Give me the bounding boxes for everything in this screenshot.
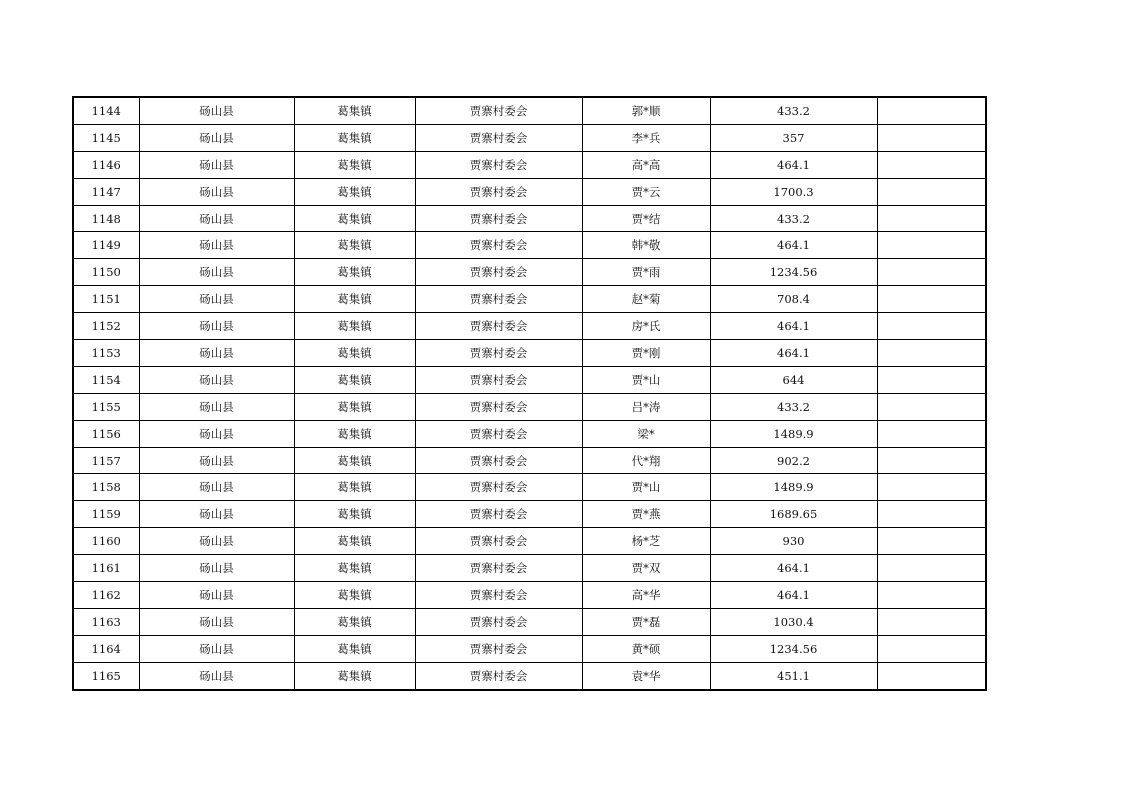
cell-village-committee: 贾寨村委会: [415, 474, 582, 501]
table-row: [73, 555, 986, 582]
cell-village-committee: 贾寨村委会: [415, 447, 582, 474]
cell-town: 葛集镇: [294, 205, 415, 232]
cell-serial-number: 1165: [73, 662, 139, 689]
cell-note: [877, 124, 986, 151]
cell-name: 高*华: [582, 582, 710, 609]
table-row: [73, 151, 986, 178]
cell-village-committee: 贾寨村委会: [415, 393, 582, 420]
data-table: [72, 96, 987, 691]
cell-serial-number: 1164: [73, 635, 139, 662]
cell-village-committee: 贾寨村委会: [415, 286, 582, 313]
table-row: [73, 447, 986, 474]
cell-amount: 464.1: [710, 582, 877, 609]
cell-amount: 1689.65: [710, 501, 877, 528]
cell-town: 葛集镇: [294, 608, 415, 635]
cell-name: 袁*华: [582, 662, 710, 689]
cell-note: [877, 178, 986, 205]
cell-village-committee: 贾寨村委会: [415, 97, 582, 124]
cell-serial-number: 1144: [73, 97, 139, 124]
cell-name: 贾*磊: [582, 608, 710, 635]
cell-amount: 1700.3: [710, 178, 877, 205]
cell-note: [877, 447, 986, 474]
cell-village-committee: 贾寨村委会: [415, 313, 582, 340]
cell-town: 葛集镇: [294, 501, 415, 528]
cell-village-committee: 贾寨村委会: [415, 205, 582, 232]
cell-town: 葛集镇: [294, 340, 415, 367]
cell-town: 葛集镇: [294, 97, 415, 124]
cell-town: 葛集镇: [294, 313, 415, 340]
cell-town: 葛集镇: [294, 528, 415, 555]
table-row: [73, 635, 986, 662]
cell-village-committee: 贾寨村委会: [415, 582, 582, 609]
cell-serial-number: 1158: [73, 474, 139, 501]
cell-note: [877, 635, 986, 662]
table-body: [73, 97, 986, 690]
cell-name: 韩*敬: [582, 232, 710, 259]
cell-amount: 451.1: [710, 662, 877, 689]
cell-serial-number: 1154: [73, 366, 139, 393]
cell-village-committee: 贾寨村委会: [415, 555, 582, 582]
table-row: [73, 608, 986, 635]
cell-town: 葛集镇: [294, 178, 415, 205]
cell-village-committee: 贾寨村委会: [415, 366, 582, 393]
cell-county: 砀山县: [139, 313, 294, 340]
cell-name: 代*翔: [582, 447, 710, 474]
table-row: [73, 232, 986, 259]
cell-name: 郭*顺: [582, 97, 710, 124]
cell-serial-number: 1146: [73, 151, 139, 178]
cell-note: [877, 555, 986, 582]
cell-county: 砀山县: [139, 178, 294, 205]
cell-county: 砀山县: [139, 555, 294, 582]
cell-note: [877, 232, 986, 259]
cell-serial-number: 1150: [73, 259, 139, 286]
cell-serial-number: 1155: [73, 393, 139, 420]
cell-amount: 433.2: [710, 205, 877, 232]
cell-amount: 433.2: [710, 97, 877, 124]
cell-note: [877, 340, 986, 367]
table-row: [73, 582, 986, 609]
cell-county: 砀山县: [139, 474, 294, 501]
cell-note: [877, 420, 986, 447]
cell-name: 贾*山: [582, 474, 710, 501]
cell-serial-number: 1156: [73, 420, 139, 447]
cell-town: 葛集镇: [294, 447, 415, 474]
cell-county: 砀山县: [139, 662, 294, 689]
cell-amount: 930: [710, 528, 877, 555]
cell-serial-number: 1153: [73, 340, 139, 367]
cell-serial-number: 1157: [73, 447, 139, 474]
table-row: [73, 393, 986, 420]
cell-serial-number: 1149: [73, 232, 139, 259]
cell-serial-number: 1161: [73, 555, 139, 582]
cell-note: [877, 366, 986, 393]
cell-note: [877, 582, 986, 609]
cell-county: 砀山县: [139, 608, 294, 635]
cell-amount: 464.1: [710, 232, 877, 259]
cell-serial-number: 1145: [73, 124, 139, 151]
cell-village-committee: 贾寨村委会: [415, 232, 582, 259]
cell-note: [877, 151, 986, 178]
cell-name: 赵*菊: [582, 286, 710, 313]
cell-amount: 1234.56: [710, 635, 877, 662]
cell-village-committee: 贾寨村委会: [415, 124, 582, 151]
cell-county: 砀山县: [139, 232, 294, 259]
cell-note: [877, 608, 986, 635]
cell-name: 房*氏: [582, 313, 710, 340]
table-row: [73, 528, 986, 555]
cell-note: [877, 393, 986, 420]
cell-note: [877, 501, 986, 528]
cell-note: [877, 528, 986, 555]
table-row: [73, 340, 986, 367]
cell-county: 砀山县: [139, 259, 294, 286]
cell-county: 砀山县: [139, 528, 294, 555]
cell-county: 砀山县: [139, 582, 294, 609]
cell-amount: 902.2: [710, 447, 877, 474]
cell-name: 贾*刚: [582, 340, 710, 367]
cell-town: 葛集镇: [294, 635, 415, 662]
cell-village-committee: 贾寨村委会: [415, 528, 582, 555]
cell-name: 杨*芝: [582, 528, 710, 555]
cell-town: 葛集镇: [294, 232, 415, 259]
cell-name: 梁*: [582, 420, 710, 447]
cell-amount: 644: [710, 366, 877, 393]
cell-note: [877, 205, 986, 232]
table-row: [73, 286, 986, 313]
cell-county: 砀山县: [139, 205, 294, 232]
cell-town: 葛集镇: [294, 555, 415, 582]
cell-serial-number: 1151: [73, 286, 139, 313]
cell-county: 砀山县: [139, 340, 294, 367]
cell-town: 葛集镇: [294, 151, 415, 178]
cell-amount: 1030.4: [710, 608, 877, 635]
cell-note: [877, 286, 986, 313]
table-row: [73, 366, 986, 393]
cell-name: 贾*双: [582, 555, 710, 582]
table-row: [73, 420, 986, 447]
table-row: [73, 205, 986, 232]
cell-county: 砀山县: [139, 447, 294, 474]
cell-village-committee: 贾寨村委会: [415, 420, 582, 447]
cell-name: 贾*雨: [582, 259, 710, 286]
cell-county: 砀山县: [139, 124, 294, 151]
table-row: [73, 501, 986, 528]
cell-town: 葛集镇: [294, 259, 415, 286]
table-row: [73, 124, 986, 151]
cell-village-committee: 贾寨村委会: [415, 340, 582, 367]
cell-county: 砀山县: [139, 366, 294, 393]
table-row: [73, 259, 986, 286]
table-row: [73, 474, 986, 501]
cell-name: 李*兵: [582, 124, 710, 151]
cell-amount: 433.2: [710, 393, 877, 420]
table-row: [73, 313, 986, 340]
cell-amount: 1234.56: [710, 259, 877, 286]
cell-town: 葛集镇: [294, 124, 415, 151]
cell-name: 贾*云: [582, 178, 710, 205]
cell-serial-number: 1147: [73, 178, 139, 205]
cell-note: [877, 474, 986, 501]
cell-amount: 464.1: [710, 151, 877, 178]
cell-village-committee: 贾寨村委会: [415, 259, 582, 286]
cell-county: 砀山县: [139, 501, 294, 528]
cell-note: [877, 313, 986, 340]
cell-town: 葛集镇: [294, 474, 415, 501]
cell-amount: 1489.9: [710, 474, 877, 501]
cell-town: 葛集镇: [294, 366, 415, 393]
table-row: [73, 662, 986, 689]
cell-serial-number: 1163: [73, 608, 139, 635]
cell-town: 葛集镇: [294, 582, 415, 609]
cell-village-committee: 贾寨村委会: [415, 178, 582, 205]
cell-village-committee: 贾寨村委会: [415, 635, 582, 662]
cell-town: 葛集镇: [294, 286, 415, 313]
cell-county: 砀山县: [139, 393, 294, 420]
cell-serial-number: 1159: [73, 501, 139, 528]
cell-county: 砀山县: [139, 151, 294, 178]
cell-amount: 1489.9: [710, 420, 877, 447]
cell-serial-number: 1162: [73, 582, 139, 609]
cell-town: 葛集镇: [294, 662, 415, 689]
cell-name: 贾*燕: [582, 501, 710, 528]
cell-note: [877, 662, 986, 689]
cell-name: 吕*涛: [582, 393, 710, 420]
table-row: [73, 97, 986, 124]
cell-name: 贾*结: [582, 205, 710, 232]
cell-note: [877, 259, 986, 286]
cell-name: 贾*山: [582, 366, 710, 393]
cell-village-committee: 贾寨村委会: [415, 662, 582, 689]
cell-note: [877, 97, 986, 124]
table-row: [73, 178, 986, 205]
cell-serial-number: 1152: [73, 313, 139, 340]
cell-amount: 464.1: [710, 555, 877, 582]
cell-amount: 464.1: [710, 313, 877, 340]
cell-county: 砀山县: [139, 286, 294, 313]
cell-county: 砀山县: [139, 97, 294, 124]
cell-village-committee: 贾寨村委会: [415, 608, 582, 635]
cell-village-committee: 贾寨村委会: [415, 151, 582, 178]
cell-serial-number: 1160: [73, 528, 139, 555]
cell-village-committee: 贾寨村委会: [415, 501, 582, 528]
cell-amount: 357: [710, 124, 877, 151]
cell-town: 葛集镇: [294, 393, 415, 420]
cell-amount: 708.4: [710, 286, 877, 313]
cell-name: 高*高: [582, 151, 710, 178]
cell-amount: 464.1: [710, 340, 877, 367]
cell-serial-number: 1148: [73, 205, 139, 232]
cell-county: 砀山县: [139, 420, 294, 447]
cell-county: 砀山县: [139, 635, 294, 662]
cell-name: 黄*硕: [582, 635, 710, 662]
cell-town: 葛集镇: [294, 420, 415, 447]
